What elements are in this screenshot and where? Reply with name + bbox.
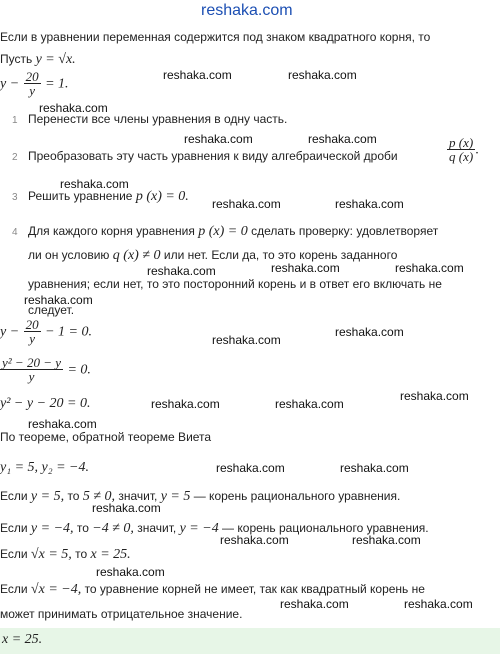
watermark: reshaka.com bbox=[352, 533, 421, 547]
watermark: reshaka.com bbox=[39, 101, 108, 115]
watermark: reshaka.com bbox=[280, 597, 349, 611]
eq3-fraction: $\frac{\text{y² − 20 − y}}{y}$ bbox=[2, 355, 61, 384]
watermark: reshaka.com bbox=[395, 261, 464, 275]
step-3-math: p (x) = 0. bbox=[135, 189, 189, 204]
answer-text: x = 25. bbox=[2, 632, 43, 647]
watermark: reshaka.com bbox=[184, 132, 253, 146]
vieta-text: По теореме, обратной теореме Виета bbox=[0, 430, 212, 444]
step-2-fraction: $\frac{p (x)}{q (x)}$ . bbox=[449, 135, 479, 164]
step-4-line-1: Для каждого корня уравнения p (x) = 0 сделать проверку: удовлетворяет bbox=[28, 224, 439, 239]
step-3-number: 3 bbox=[12, 192, 18, 203]
watermark: reshaka.com bbox=[220, 533, 289, 547]
watermark: reshaka.com bbox=[212, 333, 281, 347]
step-4-number: 4 bbox=[12, 227, 18, 238]
step-4-line-4: следует. bbox=[28, 303, 75, 317]
eq2-fraction: $\frac{20}{y}$ bbox=[25, 317, 39, 346]
equation-1 bbox=[0, 70, 69, 97]
check-line-2: Если y = −4, то −4 ≠ 0, значит, y = −4 — корень рационального уравнения. bbox=[0, 521, 429, 536]
eq1-fraction: $\frac{20}{y}$ bbox=[25, 69, 39, 98]
substitution-prefix: Пусть bbox=[0, 52, 33, 66]
watermark: reshaka.com bbox=[212, 197, 281, 211]
back-substitution-2: Если √x = −4, то уравнение корней не имеет, так как квадратный корень не bbox=[0, 582, 425, 597]
watermark: reshaka.com bbox=[96, 565, 165, 579]
eq1-lhs: y − bbox=[0, 76, 20, 92]
step-1-text: Перенести все члены уравнения в одну часть. bbox=[28, 112, 288, 126]
equation-2: y − $\frac{20}{y}$ − 1 = 0. bbox=[0, 317, 92, 346]
watermark: reshaka.com bbox=[28, 417, 97, 431]
watermark: reshaka.com bbox=[60, 177, 129, 191]
check-line-1: Если y = 5, то 5 ≠ 0, значит, y = 5 — корень рационального уравнения. bbox=[0, 489, 401, 504]
answer-box bbox=[0, 628, 500, 654]
intro-text: Если в уравнении переменная содержится под знаком квадратного корня, то bbox=[0, 30, 431, 44]
watermark: reshaka.com bbox=[92, 501, 161, 515]
eq1-rhs: = 1. bbox=[45, 76, 69, 92]
watermark: reshaka.com bbox=[288, 68, 357, 82]
substitution-line bbox=[0, 52, 76, 67]
watermark: reshaka.com bbox=[335, 197, 404, 211]
watermark: reshaka.com bbox=[147, 264, 216, 278]
watermark: reshaka.com bbox=[308, 132, 377, 146]
roots-line: y₁ = 5, y₂ = −4. bbox=[0, 460, 90, 475]
watermark: reshaka.com bbox=[163, 68, 232, 82]
watermark: reshaka.com bbox=[275, 397, 344, 411]
watermark: reshaka.com bbox=[400, 389, 469, 403]
watermark: reshaka.com bbox=[335, 325, 404, 339]
site-logo: reshaka.com bbox=[201, 2, 293, 19]
step-1-number: 1 bbox=[12, 115, 18, 126]
equation-4: y² − y − 20 = 0. bbox=[0, 396, 91, 411]
back-substitution-2-cont: может принимать отрицательное значение. bbox=[0, 607, 243, 621]
watermark: reshaka.com bbox=[24, 293, 93, 307]
step-4-line-3: уравнения; если нет, то это посторонний корень и в ответ его включать не bbox=[28, 277, 442, 291]
back-substitution-1: Если √x = 5, то x = 25. bbox=[0, 547, 131, 562]
watermark: reshaka.com bbox=[216, 461, 285, 475]
step-2-number: 2 bbox=[12, 152, 18, 163]
step-3-text: Решить уравнение bbox=[28, 189, 133, 203]
watermark: reshaka.com bbox=[151, 397, 220, 411]
equation-3: $\frac{\text{y² − 20 − y}}{y}$ = 0. bbox=[2, 355, 91, 384]
watermark: reshaka.com bbox=[340, 461, 409, 475]
watermark: reshaka.com bbox=[404, 597, 473, 611]
step-2-text: Преобразовать эту часть уравнения к виду алгебраической дроби bbox=[28, 149, 398, 163]
substitution-eq: y = √x. bbox=[35, 52, 76, 67]
step-3-line bbox=[28, 189, 189, 204]
watermark: reshaka.com bbox=[271, 261, 340, 275]
step-4-line-2: ли он условию q (x) ≠ 0 или нет. Если да, то это корень заданного bbox=[28, 248, 398, 263]
